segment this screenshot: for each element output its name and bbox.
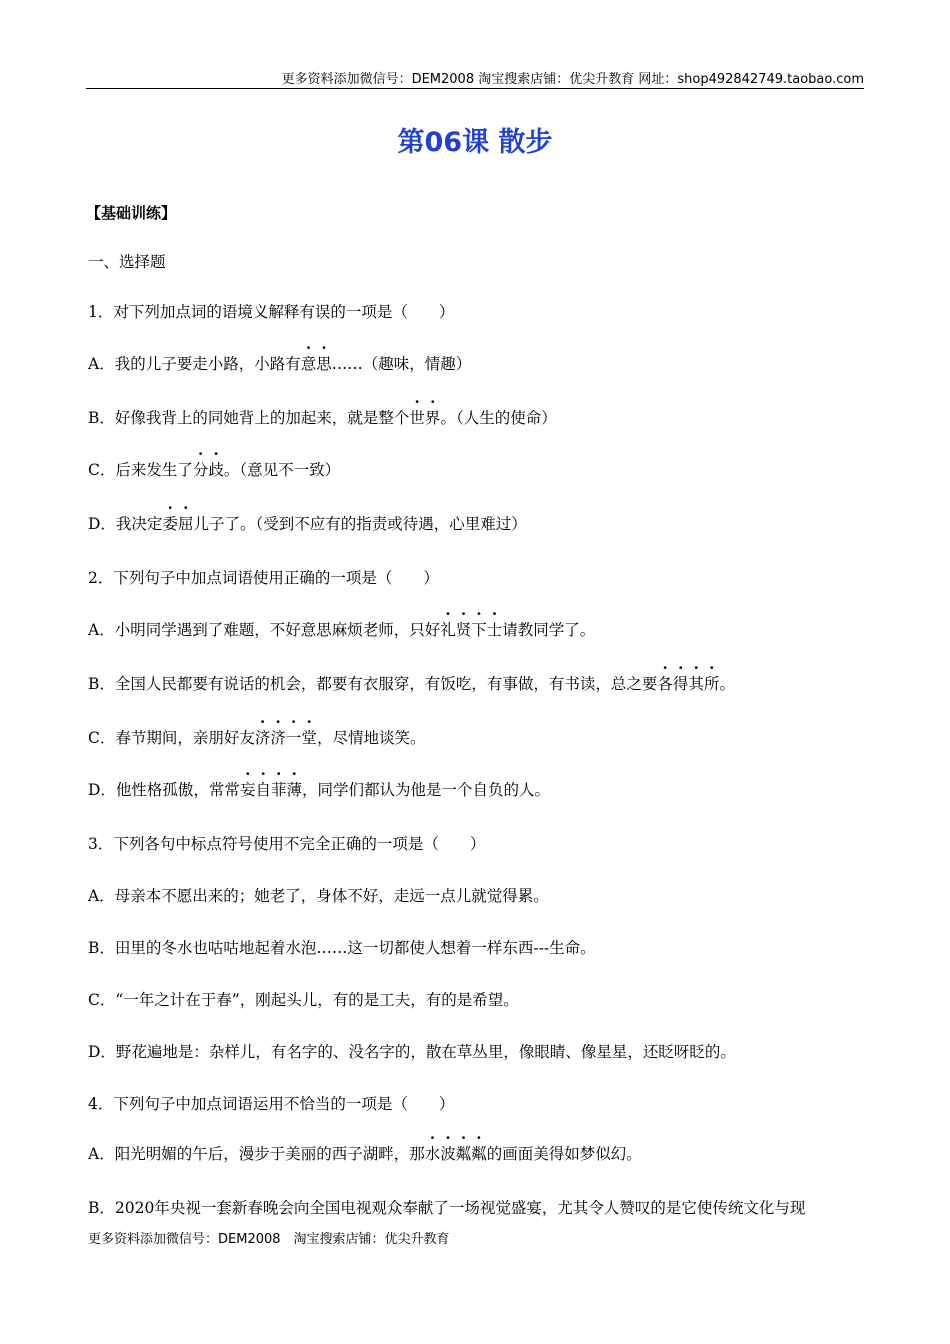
header-divider — [86, 88, 864, 89]
question-3-option-a: A．母亲本不愿出来的；她老了，身体不好，走远一点儿就觉得累。 — [88, 887, 549, 905]
dotted-word — [193, 461, 224, 479]
question-1-option-d: D．我决定委屈儿子了。（受到不应有的指责或待遇，心里难过） — [88, 515, 527, 533]
question-1-option-a: A．我的儿子要走小路，小路有意思……（趣味，情趣） — [88, 355, 472, 373]
dotted-char: 分 — [192, 461, 209, 479]
question-2-option-a: A．小明同学遇到了难题，不好意思麻烦老师，只好礼贤下士请教同学了。 — [88, 621, 596, 639]
dotted-word — [657, 675, 719, 693]
dotted-char: 波 — [440, 1145, 456, 1163]
dotted-char: 济 — [270, 729, 286, 747]
dotted-char: 意 — [300, 355, 317, 373]
page-title: 第06课 散步 — [397, 127, 553, 158]
question-1-option-c: C．后来发生了分歧。（意见不一致） — [88, 461, 341, 479]
dotted-char: 礼 — [440, 621, 456, 639]
dotted-char: 粼 — [471, 1145, 487, 1163]
part-heading: 一、选择题 — [88, 253, 166, 271]
dotted-char: 其 — [688, 675, 704, 693]
question-2-option-c: C．春节期间，亲朋好友济济一堂，尽情地谈笑。 — [88, 729, 426, 747]
dotted-char: 屈 — [177, 515, 194, 533]
dotted-char: 妄 — [239, 781, 256, 799]
dotted-char: 一 — [285, 729, 302, 747]
page-footer: 更多资料添加微信号：DEM2008 淘宝搜索店铺：优尖升教育 — [88, 1232, 450, 1247]
question-1-stem: 1．对下列加点词的语境义解释有误的一项是（ ） — [88, 303, 455, 321]
dotted-word — [440, 621, 502, 639]
dotted-char: 菲 — [270, 781, 287, 799]
question-3-option-b: B．田里的冬水也咕咕地起着水泡……这一切都使人想着一样东西---生命。 — [88, 939, 596, 957]
dotted-char: 世 — [409, 409, 425, 427]
dotted-word — [255, 729, 317, 747]
dotted-word — [162, 515, 193, 533]
section-heading: 【基础训练】 — [86, 204, 177, 222]
dotted-word — [425, 1145, 487, 1163]
dotted-char: 水 — [424, 1145, 441, 1163]
question-1-option-b: B．好像我背上的同她背上的加起来，就是整个世界。（人生的使命） — [88, 409, 557, 427]
page-header: 更多资料添加微信号：DEM2008 淘宝搜索店铺：优尖升教育 网址：shop492842749.taobao.com — [281, 72, 864, 87]
question-4-option-a: A．阳光明媚的午后，漫步于美丽的西子湖畔，那水波粼粼的画面美得如梦似幻。 — [88, 1145, 642, 1163]
dotted-char: 思 — [316, 355, 332, 373]
dotted-char: 所 — [703, 675, 720, 693]
dotted-char: 士 — [486, 621, 503, 639]
dotted-word — [409, 409, 440, 427]
dotted-char: 界 — [424, 409, 441, 427]
question-2-option-d: D．他性格孤傲，常常妄自菲薄，同学们都认为他是一个自负的人。 — [88, 781, 551, 799]
dotted-char: 自 — [255, 781, 271, 799]
dotted-char: 各 — [657, 675, 673, 693]
question-4-option-b: B．2020年央视一套新春晚会向全国电视观众奉献了一场视觉盛宴，尤其令人赞叹的是它使传统文化与现 — [88, 1199, 806, 1217]
dotted-char: 贤 — [455, 621, 472, 639]
dotted-char: 委 — [162, 515, 178, 533]
dotted-char: 下 — [471, 621, 487, 639]
question-2-stem: 2．下列句子中加点词语使用正确的一项是（ ） — [88, 569, 439, 587]
dotted-word — [240, 781, 302, 799]
dotted-char: 得 — [672, 675, 689, 693]
dotted-char: 歧 — [208, 461, 224, 479]
dotted-char: 粼 — [455, 1145, 472, 1163]
question-3-stem: 3．下列各句中标点符号使用不完全正确的一项是（ ） — [88, 835, 486, 853]
dotted-char: 济 — [254, 729, 271, 747]
dotted-char: 堂 — [301, 729, 317, 747]
question-2-option-b: B．全国人民都要有说话的机会，都要有衣服穿，有饭吃，有事做，有书读，总之要各得其所。 — [88, 675, 735, 693]
dotted-char: 薄 — [286, 781, 302, 799]
question-4-stem: 4．下列句子中加点词语运用不恰当的一项是（ ） — [88, 1095, 455, 1113]
question-3-option-d: D．野花遍地是：杂样儿，有名字的、没名字的，散在草丛里，像眼睛、像星星，还眨呀眨的。 — [88, 1043, 736, 1061]
dotted-word — [301, 355, 332, 373]
question-3-option-c: C．“一年之计在于春”，刚起头儿，有的是工夫，有的是希望。 — [88, 991, 519, 1009]
